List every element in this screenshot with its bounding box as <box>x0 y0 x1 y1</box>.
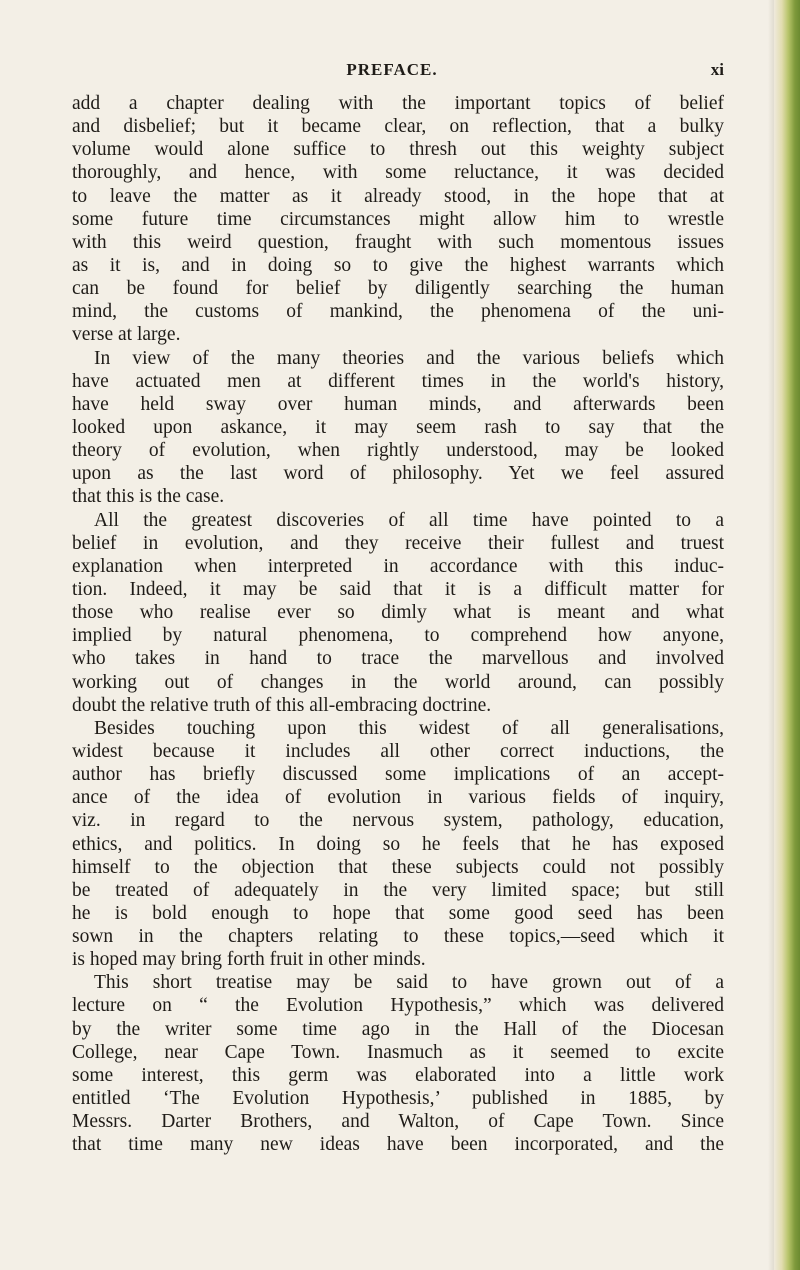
text-line: belief in evolution, and they receive their fullest and truest <box>72 532 724 554</box>
text-line: with this weird question, fraught with such momentous issues <box>72 231 724 253</box>
text-line: This short treatise may be said to have grown out of a <box>94 972 724 994</box>
text-line: add a chapter dealing with the important topics of belief <box>72 93 724 114</box>
text-line: be treated of adequately in the very limited space; but still <box>72 879 724 901</box>
text-line: some interest, this germ was elaborated into a little work <box>72 1064 724 1086</box>
text-line: tion. Indeed, it may be said that it is a difficult matter for <box>72 578 724 600</box>
text-line: College, near Cape Town. Inasmuch as it seemed to excite <box>72 1041 724 1063</box>
text-line: and disbelief; but it became clear, on reflection, that a bulky <box>72 116 724 138</box>
text-line: mind, the customs of mankind, the phenomena of the uni- <box>72 301 724 323</box>
text-line: have held sway over human minds, and afterwards been <box>72 393 724 415</box>
running-title: PREFACE. <box>346 60 438 79</box>
running-head <box>60 60 724 86</box>
text-line: verse at large. <box>72 324 181 346</box>
text-line: that time many new ideas have been incorporated, and the <box>72 1134 724 1156</box>
text-line: theory of evolution, when rightly understood, may be looked <box>72 440 724 462</box>
text-line: sown in the chapters relating to these topics,—seed which it <box>72 926 724 948</box>
text-line: that this is the case. <box>72 486 225 508</box>
text-line: ance of the idea of evolution in various fields of inquiry, <box>72 787 724 809</box>
text-line: explanation when interpreted in accordance with this induc- <box>72 555 724 577</box>
text-line: by the writer some time ago in the Hall of the Diocesan <box>72 1018 724 1040</box>
text-line: he is bold enough to hope that some good seed has been <box>72 902 724 924</box>
text-line: volume would alone suffice to thresh out this weighty subject <box>72 139 724 161</box>
text-line: doubt the relative truth of this all-embracing doctrine. <box>72 694 492 716</box>
text-line: entitled ‘The Evolution Hypothesis,’ published in 1885, by <box>72 1088 724 1110</box>
text-line: upon as the last word of philosophy. Yet we feel assured <box>72 463 724 485</box>
text-line: working out of changes in the world around, can possibly <box>72 671 724 693</box>
text-line: those who realise ever so dimly what is meant and what <box>72 602 724 624</box>
text-line: can be found for belief by diligently searching the human <box>72 278 724 300</box>
body-text <box>72 92 724 1156</box>
text-line: widest because it includes all other correct inductions, the <box>72 740 724 762</box>
text-line: Messrs. Darter Brothers, and Walton, of Cape Town. Since <box>72 1111 724 1133</box>
text-line: In view of the many theories and the various beliefs which <box>94 347 724 369</box>
text-line: viz. in regard to the nervous system, pathology, education, <box>72 810 724 832</box>
text-line: lecture on “ the Evolution Hypothesis,” which was delivered <box>72 995 724 1017</box>
text-line: implied by natural phenomena, to comprehend how anyone, <box>72 625 724 647</box>
page-number: xi <box>710 60 724 79</box>
text-line: some future time circumstances might allow him to wrestle <box>72 208 724 230</box>
text-line: ethics, and politics. In doing so he feels that he has exposed <box>72 833 724 855</box>
text-line: thoroughly, and hence, with some reluctance, it was decided <box>72 162 724 184</box>
text-line: is hoped may bring forth fruit in other minds. <box>72 949 426 971</box>
text-line: who takes in hand to trace the marvellous and involved <box>72 648 724 670</box>
page-edge-foxing <box>774 0 800 1270</box>
text-line: author has briefly discussed some implications of an accept- <box>72 764 724 786</box>
text-line: have actuated men at different times in the world's history, <box>72 370 724 392</box>
text-line: Besides touching upon this widest of all generalisations, <box>94 717 724 739</box>
text-line: All the greatest discoveries of all time have pointed to a <box>94 509 724 531</box>
text-line: himself to the objection that these subjects could not possibly <box>72 856 724 878</box>
text-line: to leave the matter as it already stood, in the hope that at <box>72 185 724 207</box>
text-line: looked upon askance, it may seem rash to say that the <box>72 416 724 438</box>
text-line: as it is, and in doing so to give the highest warrants which <box>72 254 724 276</box>
